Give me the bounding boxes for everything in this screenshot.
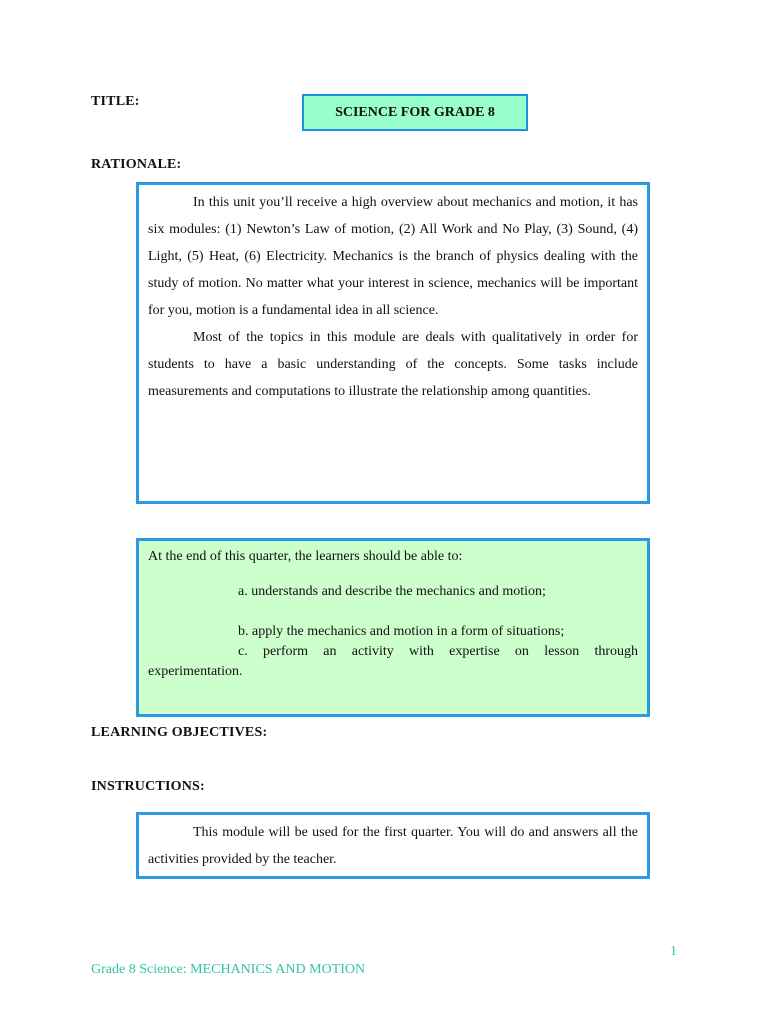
page-number: 1 — [670, 944, 677, 959]
objectives-lead: At the end of this quarter, the learners should be able to: — [148, 549, 463, 564]
instructions-box — [136, 812, 650, 879]
objective-item: b. apply the mechanics and motion in a form of situations; — [238, 624, 565, 639]
document-title — [302, 94, 528, 131]
objective-item: a. understands and describe the mechanics and motion; — [238, 584, 546, 599]
rationale-paragraph: In this unit you’ll receive a high overview about mechanics and motion, it has six modules: (1) Newton’s Law of motion, (2) All Work and No Play, (3) Sound, (4) Light, (5) Heat, (6) Electricity. Mechanics is the branch of physics dealing with the study of motion. No matter what your interest in science, mechanics will be important for you, motion is a fundamental idea in all science. — [148, 195, 638, 318]
page-footer: Grade 8 Science: MECHANICS AND MOTION — [91, 962, 366, 977]
rationale-paragraph: Most of the topics in this module are deals with qualitatively in order for students to have a basic understanding of the concepts. Some tasks include measurements and computations to illustrate the relationship among quantities. — [148, 330, 638, 399]
rationale-label: RATIONALE: — [91, 157, 182, 172]
objective-item: c. perform an activity with expertise on lesson through experimentation. — [148, 644, 638, 679]
learning-objectives-label: LEARNING OBJECTIVES: — [91, 725, 268, 740]
title-label: TITLE: — [91, 94, 140, 109]
objectives-box — [136, 538, 650, 717]
instructions-label: INSTRUCTIONS: — [91, 779, 205, 794]
document-title-text: SCIENCE FOR GRADE 8 — [335, 104, 495, 120]
rationale-box — [136, 182, 650, 504]
instructions-text: This module will be used for the first quarter. You will do and answers all the activities provided by the teacher. — [148, 825, 638, 867]
